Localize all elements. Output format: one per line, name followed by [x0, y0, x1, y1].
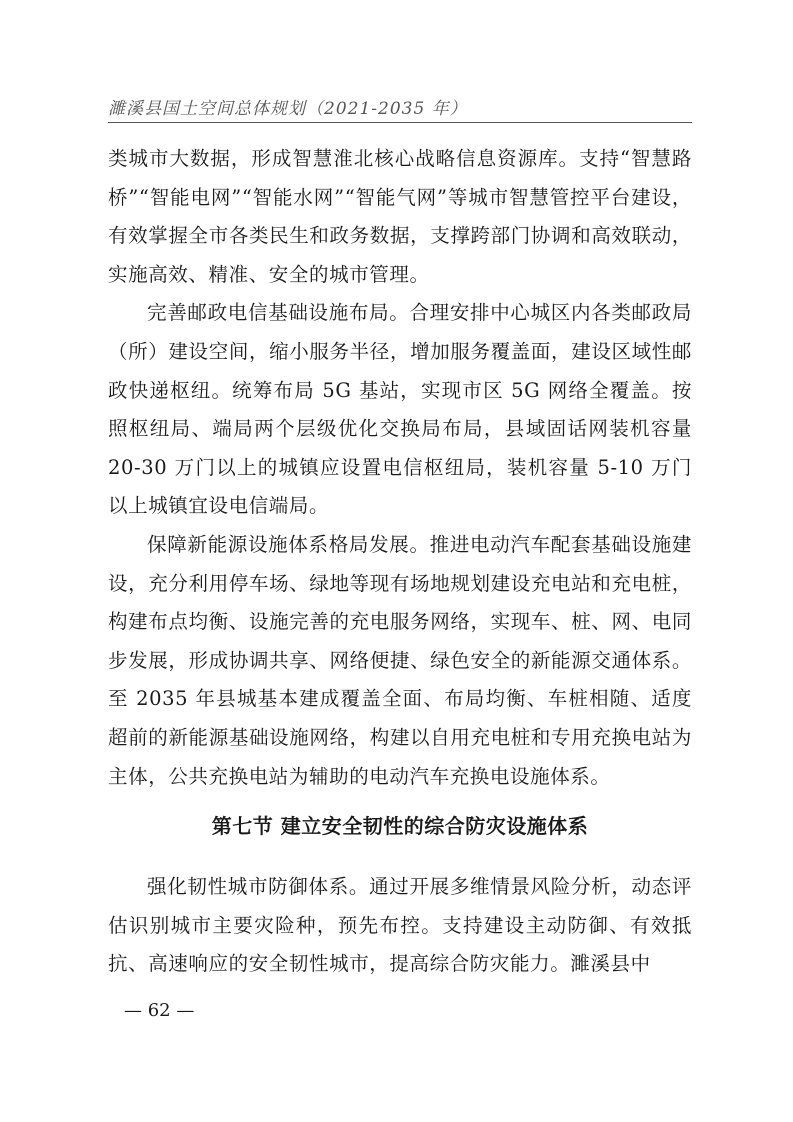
- page-header: [108, 92, 692, 123]
- paragraph-new-energy: 保障新能源设施体系格局发展。推进电动汽车配套基础设施建设，充分利用停车场、绿地等现有场地规划建设充电站和充电桩，构建布点均衡、设施完善的充电服务网络，实现车、桩、网、电同步发展，形成协调共享、网络便捷、绿色安全的新能源交通体系。至 2035 年县城基本建成覆盖全面、布局均衡、车桩相随、适度超前的新能源基础设施网络，构建以自用充电桩和专用充换电站为主体，公共充换电站为辅助的电动汽车充换电设施体系。: [108, 532, 692, 788]
- paragraph-resilient-city: 强化韧性城市防御体系。通过开展多维情景风险分析，动态评估识别城市主要灾险种，预先布控。支持建设主动防御、有效抵抗、高速响应的安全韧性城市，提高综合防灾能力。濉溪县中: [108, 875, 692, 976]
- header-title: 濉溪县国土空间总体规划（2021-2035 年）: [108, 99, 468, 119]
- section-title: 第七节 建立安全韧性的综合防灾设施体系: [211, 814, 589, 839]
- document-body: [108, 140, 692, 984]
- paragraph-postal-telecom: 完善邮政电信基础设施布局。合理安排中心城区内各类邮政局（所）建设空间，缩小服务半径，增加服务覆盖面，建设区域性邮政快递枢纽。统筹布局 5G 基站，实现市区 5G 网络全覆盖。按照枢纽局、端局两个层级优化交换局布局，县域固话网装机容量 20-30 万门以上的城镇应设置电信枢纽局，装机容量 5-10 万门以上城镇宜设电信端局。: [108, 301, 692, 518]
- paragraph-smart-city-continued: 类城市大数据，形成智慧淮北核心战略信息资源库。支持“智慧路桥”“智能电网”“智能水网”“智能气网”等城市智慧管控平台建设，有效掌握全市各类民生和政务数据，支撑跨部门协调和高效联动，实施高效、精准、安全的城市管理。: [108, 147, 692, 286]
- page-number: — 62 —: [124, 1000, 195, 1021]
